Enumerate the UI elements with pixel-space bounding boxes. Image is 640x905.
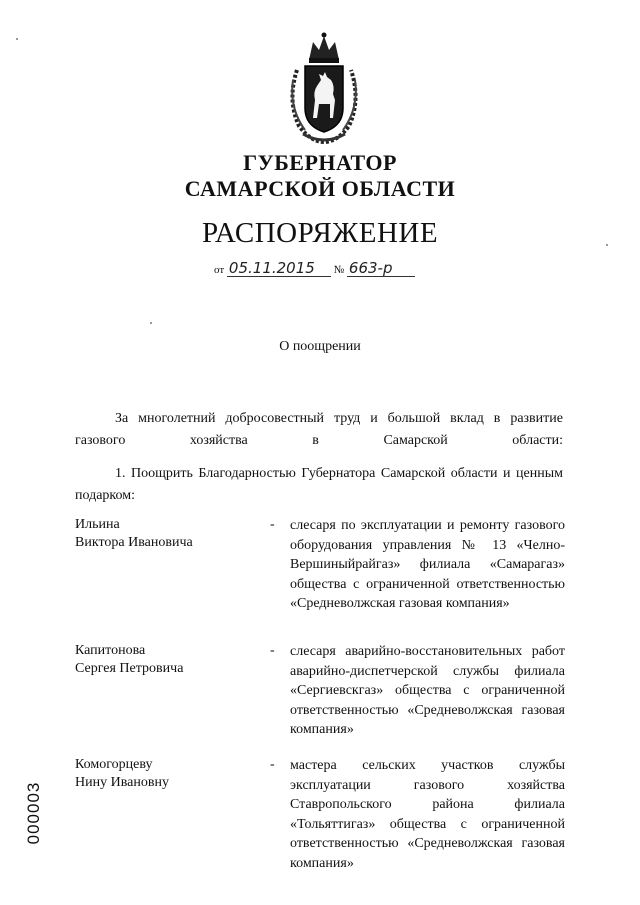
awardee-name — [75, 642, 265, 678]
awardee-position: мастера сельских участков службы эксплуатации газового хозяйства Ставропольского района филиала «Тольяттигаз» общества с ограниченной ответственностью «Средневолжская газовая компания» — [290, 758, 565, 871]
document-date: 05.11.2015 — [227, 260, 331, 277]
number-label: № — [333, 264, 345, 276]
awardee-position: слесаря аварийно-восстановительных работ аварийно-диспетчерской службы филиала «Сергиевскгаз» общества с ограниченной ответственностью «Средневолжская газовая компания» — [290, 644, 565, 737]
date-number-line — [214, 260, 415, 277]
awardee-given-names: Нину Ивановну — [75, 775, 169, 790]
issuer-title-line2: САМАРСКОЙ ОБЛАСТИ — [184, 176, 456, 201]
document-type: РАСПОРЯЖЕНИЕ — [201, 217, 439, 249]
entry-dash: - — [270, 643, 275, 658]
awardee-position: слесаря по эксплуатации и ремонту газового оборудования управления № 13 «Челно-Вершиныйрайгаз» филиала «Самарагаз» общества с ограниченной ответственностью «Средневолжская газовая компания» — [290, 518, 565, 611]
awardee-entry — [75, 756, 565, 871]
scan-speck — [150, 322, 152, 324]
awardee-surname: Ильина — [75, 517, 120, 532]
date-label: от — [214, 264, 225, 276]
document-number: 663-р — [347, 260, 415, 277]
awardee-surname: Комогорцеву — [75, 757, 153, 772]
scan-speck — [16, 38, 18, 40]
awardee-given-names: Виктора Ивановича — [75, 535, 193, 550]
point-1-paragraph: 1. Поощрить Благодарностью Губернатора Самарской области и ценным подарком: — [75, 466, 563, 503]
awardee-entry — [75, 642, 563, 742]
page-number-stamp-text: 000003 — [24, 781, 43, 845]
awardee-name — [75, 516, 265, 552]
issuer-title-line1: ГУБЕРНАТОР — [243, 150, 397, 175]
page-number-stamp — [26, 778, 42, 848]
awardee-entry — [75, 516, 563, 626]
intro-paragraph: За многолетний добросовестный труд и большой вклад в развитие газового хозяйства в Самарской области: — [75, 411, 563, 448]
document-subject: О поощрении — [279, 339, 361, 354]
samara-coat-of-arms-emblem — [283, 30, 365, 146]
awardee-given-names: Сергея Петровича — [75, 661, 184, 676]
awardee-name — [75, 756, 265, 792]
awardee-surname: Капитонова — [75, 643, 146, 658]
entry-dash: - — [270, 517, 275, 532]
scan-speck — [606, 244, 608, 246]
entry-dash: - — [270, 757, 275, 772]
